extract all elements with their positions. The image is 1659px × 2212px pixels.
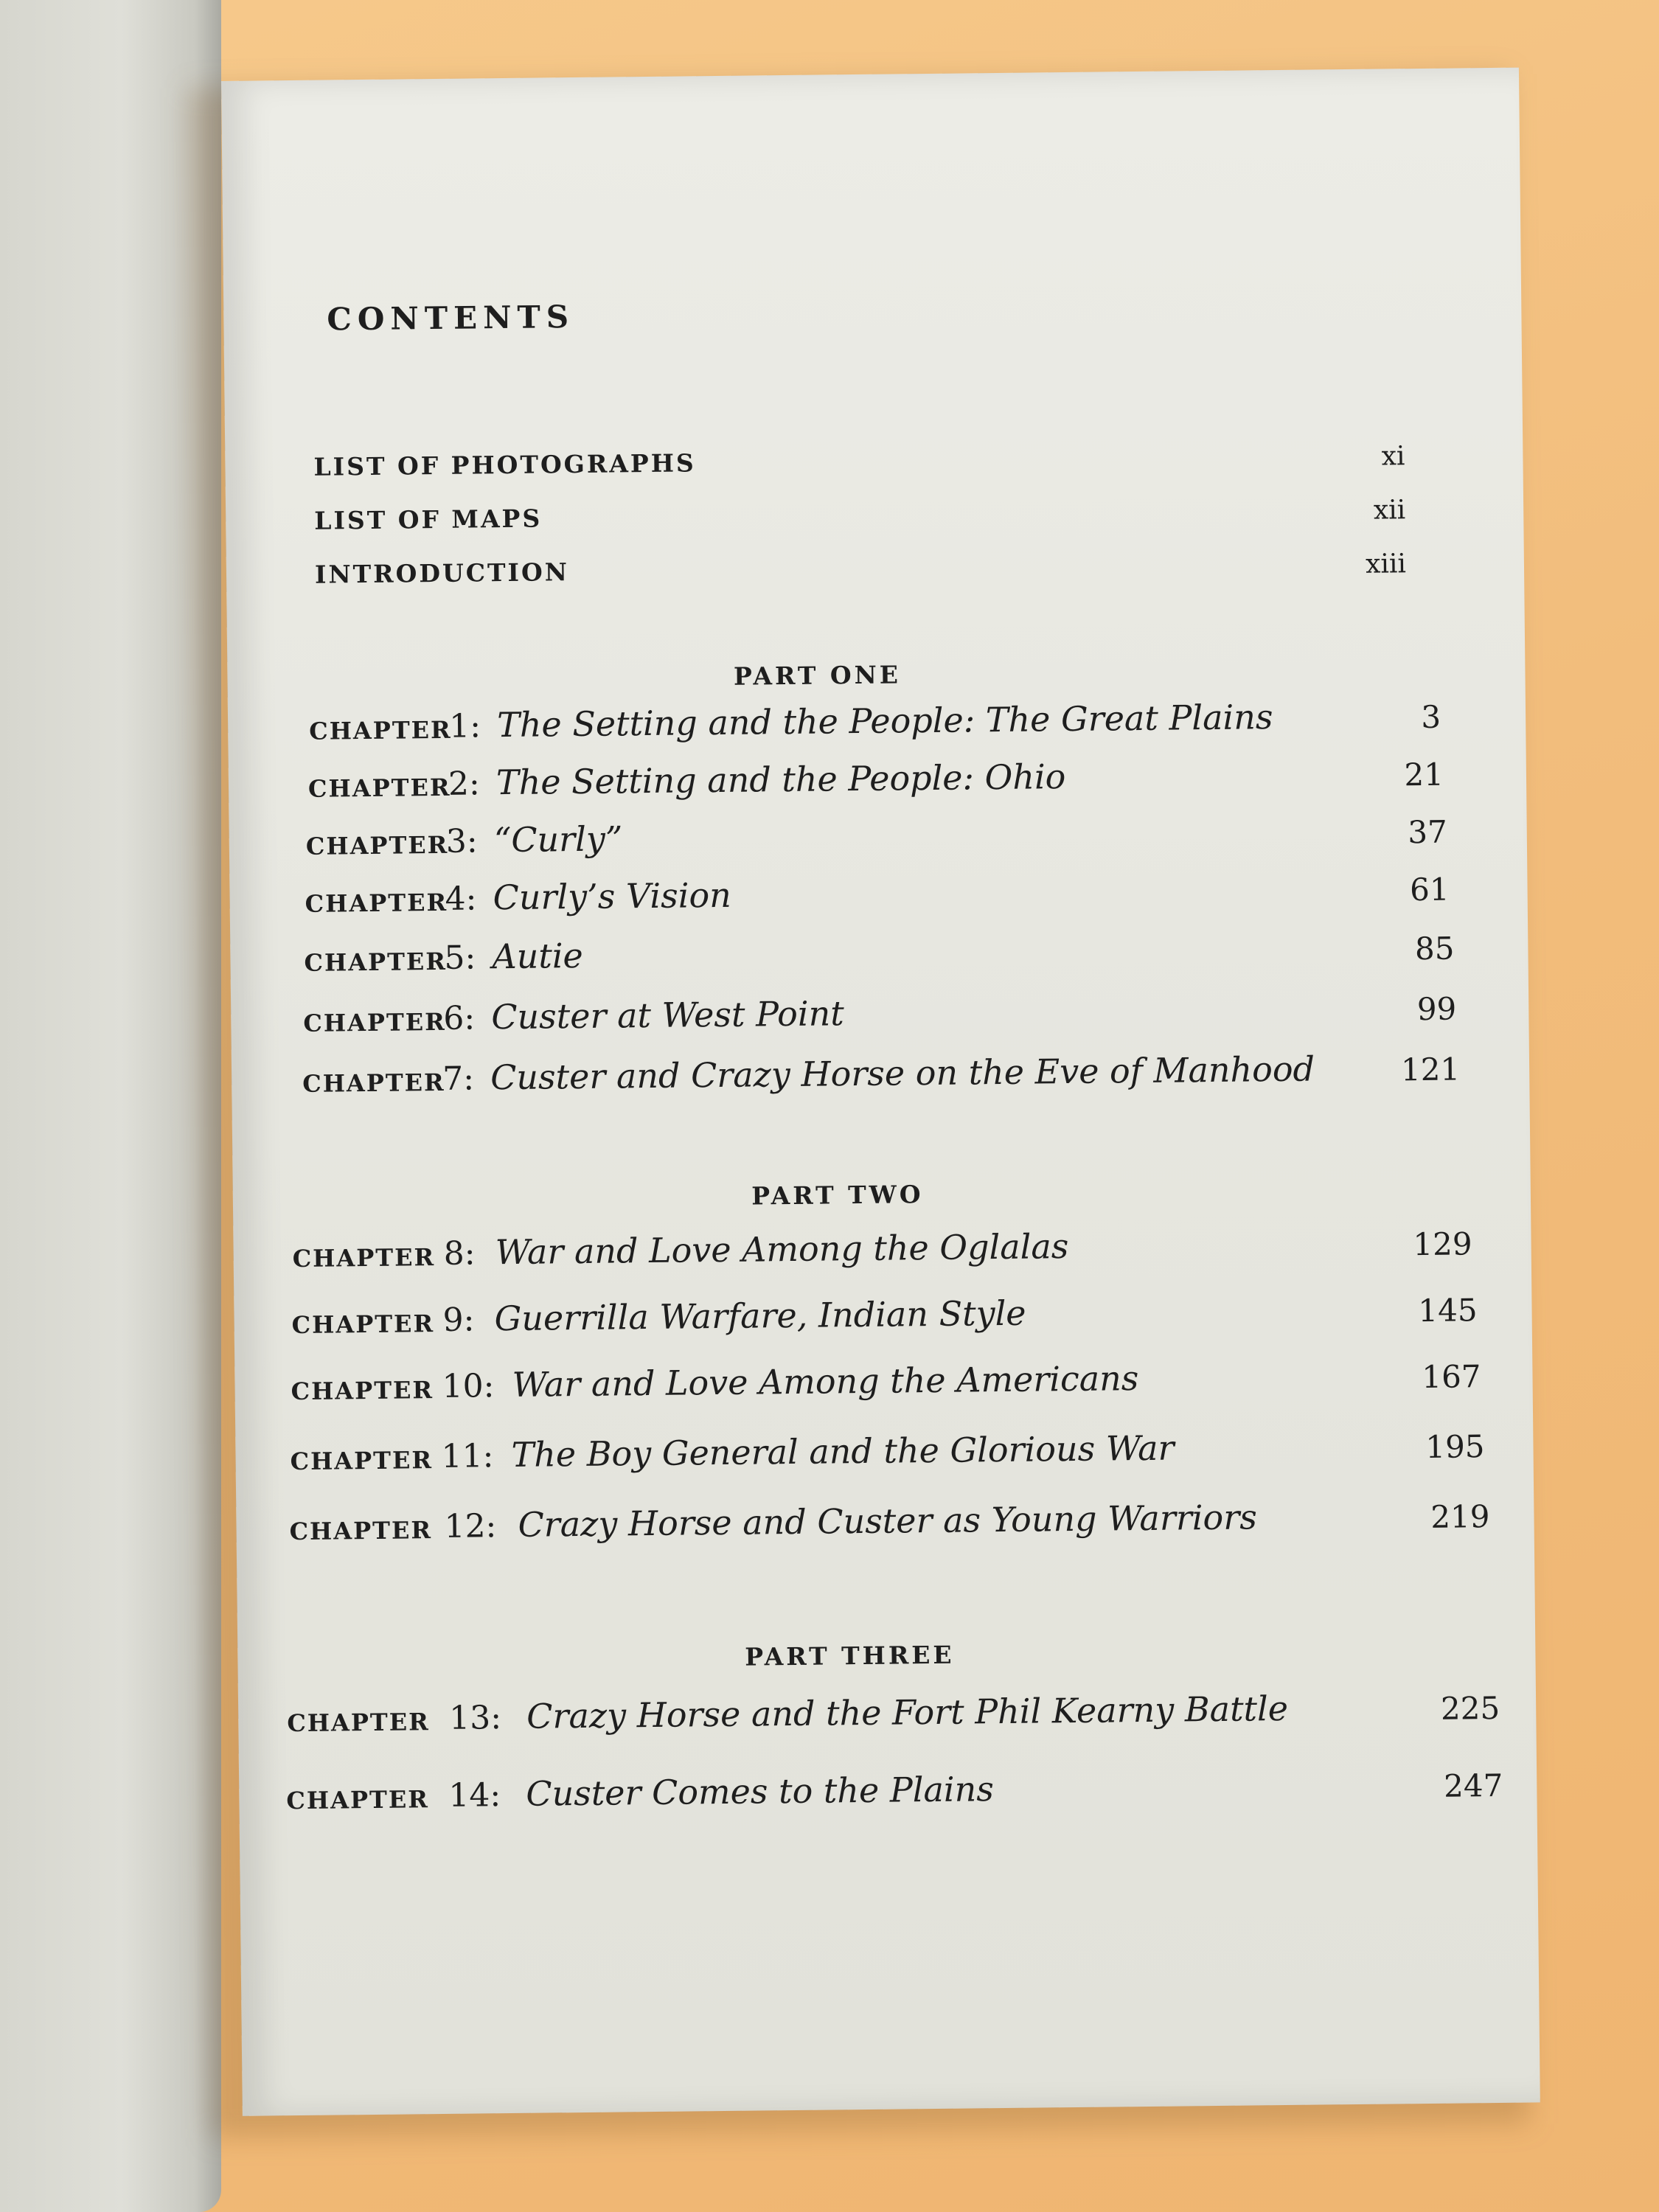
part-heading: PART ONE [733,660,902,691]
front-matter-label: INTRODUCTION [314,557,570,589]
chapter-title: Custer and Crazy Horse on the Eve of Manhood [490,1048,1315,1098]
chapter-page: 121 [1400,1051,1461,1088]
chapter-number: 1: [448,707,481,745]
front-matter-label: LIST OF PHOTOGRAPHS [313,448,696,481]
chapter-entry [291,1281,1478,1345]
chapter-page: 247 [1443,1767,1503,1804]
chapter-label: CHAPTER [290,1446,434,1476]
front-matter-page: xii [1373,495,1406,526]
chapter-title: Custer Comes to the Plains [526,1769,995,1814]
chapter-label: CHAPTER [287,1708,430,1738]
chapter-title: War and Love Among the Americans [512,1358,1139,1405]
chapter-page: 145 [1418,1292,1478,1329]
chapter-label: CHAPTER [302,1068,445,1098]
facing-page [0,0,221,2212]
chapter-title: Crazy Horse and Custer as Young Warriors [518,1497,1258,1545]
chapter-page: 219 [1430,1498,1490,1535]
chapter-number: 5: [444,939,476,977]
chapter-page: 129 [1413,1225,1472,1263]
chapter-label: CHAPTER [291,1310,435,1340]
front-matter-page: xiii [1365,549,1407,580]
chapter-entry [305,860,1450,924]
chapter-label: CHAPTER [304,947,448,977]
chapter-title: The Boy General and the Glorious War [511,1427,1175,1475]
contents-page [221,68,1540,2116]
chapter-page: 99 [1416,990,1457,1028]
front-matter-label: LIST OF MAPS [314,504,543,535]
chapter-number: 3: [445,822,478,860]
chapter-entry [309,688,1441,751]
chapter-number: 11: [441,1437,494,1475]
chapter-number: 9: [442,1301,475,1339]
chapter-number: 4: [445,880,477,918]
chapter-number: 10: [442,1367,495,1405]
chapter-number: 7: [442,1060,475,1098]
chapter-page: 225 [1440,1689,1500,1727]
chapter-title: Guerrilla Warfare, Indian Style [494,1293,1026,1339]
contents-title: CONTENTS [327,299,575,338]
chapter-number: 14: [448,1776,501,1815]
front-matter-entry [314,495,1405,543]
chapter-title: War and Love Among the Oglalas [495,1226,1069,1273]
chapter-entry [302,1040,1461,1103]
chapter-entry [304,919,1455,983]
chapter-label: CHAPTER [289,1516,433,1546]
chapter-entry [308,745,1444,809]
chapter-title: Custer at West Point [491,993,844,1037]
front-matter-page: xi [1381,441,1405,472]
chapter-entry [291,1347,1481,1411]
chapter-title: “Curly” [493,818,623,860]
chapter-label: CHAPTER [307,773,451,803]
front-matter-entry [313,441,1405,489]
chapter-entry [286,1756,1503,1820]
chapter-entry [292,1214,1472,1279]
part-heading: PART TWO [751,1180,924,1211]
chapter-title: Autie [492,935,583,977]
chapter-page: 3 [1421,698,1441,736]
chapter-page: 21 [1404,756,1444,793]
front-matter-entry [315,549,1406,597]
chapter-label: CHAPTER [286,1785,430,1815]
chapter-page: 195 [1425,1428,1485,1465]
chapter-number: 6: [443,999,476,1037]
chapter-label: CHAPTER [303,1007,446,1037]
chapter-title: Crazy Horse and the Fort Phil Kearny Battle [526,1688,1289,1736]
chapter-title: The Setting and the People: Ohio [495,757,1066,803]
part-heading: PART THREE [745,1640,955,1672]
chapter-entry [303,980,1457,1043]
chapter-number: 12: [444,1507,497,1545]
chapter-number: 2: [448,765,481,803]
chapter-label: CHAPTER [309,715,452,745]
chapter-label: CHAPTER [291,1376,434,1406]
chapter-number: 8: [443,1234,476,1273]
chapter-title: The Setting and the People: The Great Plains [496,697,1273,745]
chapter-page: 167 [1422,1358,1481,1396]
chapter-label: CHAPTER [305,830,449,860]
chapter-entry [305,803,1447,866]
chapter-number: 13: [449,1699,502,1737]
chapter-entry [290,1417,1485,1481]
chapter-entry [289,1487,1490,1551]
chapter-page: 37 [1408,813,1448,851]
chapter-label: CHAPTER [305,888,448,918]
chapter-entry [287,1679,1500,1743]
chapter-page: 61 [1409,871,1450,908]
chapter-title: Curly’s Vision [493,874,732,918]
chapter-label: CHAPTER [292,1243,436,1273]
chapter-page: 85 [1414,930,1455,967]
